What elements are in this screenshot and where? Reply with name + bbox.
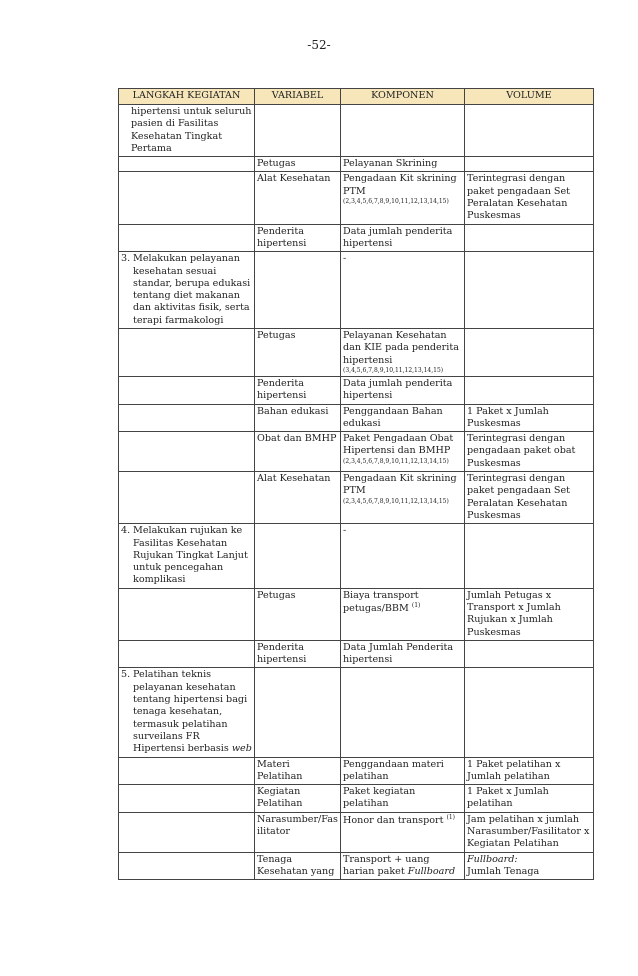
- table-row: [119, 172, 594, 224]
- volume-cell: [465, 640, 594, 668]
- table-row: [119, 812, 594, 852]
- variabel-cell: [255, 252, 341, 329]
- header-langkah-kegiatan: LANGKAH KEGIATAN: [119, 89, 255, 105]
- komponen-text: Transport + uang harian paket: [343, 853, 430, 877]
- komponen-text: Biaya transport petugas/BBM: [343, 589, 419, 615]
- step-text: Pelatihan teknis pelayanan kesehatan tentang hipertensi bagi tenaga kesehatan, termasuk pelatihan surveilans FR Hipertensi berbasis: [133, 669, 248, 755]
- step-cell: hipertensi untuk seluruh pasien di Fasilitas Kesehatan Tingkat Pertama: [119, 105, 255, 157]
- variabel-cell: Alat Kesehatan: [255, 172, 341, 224]
- table-row: [119, 757, 594, 785]
- step-cell: [119, 472, 255, 524]
- variabel-cell: [255, 524, 341, 588]
- volume-cell: [465, 524, 594, 588]
- variabel-cell: Bahan edukasi: [255, 404, 341, 432]
- volume-cell: [465, 224, 594, 252]
- table-row: [119, 224, 594, 252]
- step-cell: [119, 432, 255, 472]
- step-cell: [119, 588, 255, 640]
- komponen-text: Pengadaan Kit skrining PTM: [343, 473, 457, 497]
- table-row: [119, 105, 594, 157]
- variabel-cell: Obat dan BMHP: [255, 432, 341, 472]
- volume-cell: 1 Paket pelatihan x Jumlah pelatihan: [465, 757, 594, 785]
- komponen-cell: [341, 329, 465, 377]
- table-row: [119, 640, 594, 668]
- volume-cell: [465, 252, 594, 329]
- variabel-cell: Penderita hipertensi: [255, 224, 341, 252]
- variabel-cell: Petugas: [255, 157, 341, 172]
- komponen-text: Honor dan transport: [343, 814, 444, 826]
- activity-table: [118, 88, 594, 880]
- variabel-cell: Alat Kesehatan: [255, 472, 341, 524]
- volume-cell: [465, 376, 594, 404]
- volume-cell: Terintegrasi dengan paket pengadaan Set Peralatan Kesehatan Puskesmas: [465, 172, 594, 224]
- komponen-text: Pengadaan Kit skrining PTM: [343, 173, 457, 197]
- komponen-cell: Paket kegiatan pelatihan: [341, 785, 465, 813]
- komponen-cell: Data Jumlah Penderita hipertensi: [341, 640, 465, 668]
- komponen-cell: -: [341, 524, 465, 588]
- header-volume: VOLUME: [465, 89, 594, 105]
- komponen-cell: Penggandaan materi pelatihan: [341, 757, 465, 785]
- step-cell: [119, 640, 255, 668]
- komponen-text: Paket Pengadaan Obat Hipertensi dan BMHP: [343, 433, 454, 457]
- variabel-cell: [255, 668, 341, 757]
- volume-cell: Jumlah Petugas x Transport x Jumlah Rujukan x Jumlah Puskesmas: [465, 588, 594, 640]
- step-number: 4.: [121, 525, 131, 537]
- komponen-reference: (2,3,4,5,6,7,8,9,10,11,12,13,14,15): [343, 497, 449, 505]
- volume-text: Jumlah Tenaga: [467, 865, 540, 877]
- komponen-cell: [341, 172, 465, 224]
- volume-cell: 1 Paket x Jumlah pelatihan: [465, 785, 594, 813]
- step-text: Melakukan pelayanan kesehatan sesuai standar, berupa edukasi tentang diet makanan dan aktivitas fisik, serta terapi farmakologi: [133, 253, 251, 326]
- variabel-cell: Penderita hipertensi: [255, 640, 341, 668]
- variabel-cell: Petugas: [255, 588, 341, 640]
- variabel-cell: Penderita hipertensi: [255, 376, 341, 404]
- step-number: 5.: [121, 669, 131, 681]
- step-cell: [119, 172, 255, 224]
- step-cell: [119, 668, 255, 757]
- table-row: [119, 785, 594, 813]
- komponen-reference: (2,3,4,5,6,7,8,9,10,11,12,13,14,15): [343, 198, 449, 206]
- variabel-cell: Materi Pelatihan: [255, 757, 341, 785]
- step-text: Melakukan rujukan ke Fasilitas Kesehatan Rujukan Tingkat Lanjut untuk pencegahan komplikasi: [133, 525, 248, 586]
- komponen-cell: Pelayanan Skrining: [341, 157, 465, 172]
- table-row: [119, 252, 594, 329]
- komponen-cell: -: [341, 252, 465, 329]
- table-row: [119, 668, 594, 757]
- volume-cell: Terintegrasi dengan pengadaan paket obat Puskesmas: [465, 432, 594, 472]
- komponen-cell: [341, 432, 465, 472]
- step-cell: [119, 812, 255, 852]
- footnote-marker: (1): [411, 601, 421, 609]
- table-row: [119, 588, 594, 640]
- page-number: -52-: [307, 38, 331, 52]
- variabel-cell: [255, 105, 341, 157]
- komponen-cell: [341, 852, 465, 880]
- step-cell: [119, 157, 255, 172]
- komponen-cell: [341, 668, 465, 757]
- volume-cell: Terintegrasi dengan paket pengadaan Set Peralatan Kesehatan Puskesmas: [465, 472, 594, 524]
- step-cell: [119, 252, 255, 329]
- volume-cell: [465, 157, 594, 172]
- variabel-cell: Tenaga Kesehatan yang: [255, 852, 341, 880]
- komponen-cell: [341, 105, 465, 157]
- table-row: [119, 472, 594, 524]
- table-row: [119, 524, 594, 588]
- volume-cell: [465, 668, 594, 757]
- komponen-cell: Data jumlah penderita hipertensi: [341, 376, 465, 404]
- step-cell: [119, 785, 255, 813]
- header-komponen: KOMPONEN: [341, 89, 465, 105]
- step-cell: [119, 404, 255, 432]
- table-row: [119, 404, 594, 432]
- step-cell: [119, 524, 255, 588]
- komponen-cell: [341, 588, 465, 640]
- volume-cell: [465, 852, 594, 880]
- komponen-text: Pelayanan Kesehatan dan KIE pada penderita hipertensi: [343, 330, 459, 366]
- step-cell: [119, 376, 255, 404]
- komponen-reference: (2,3,4,5,6,7,8,9,10,11,12,13,14,15): [343, 457, 449, 465]
- volume-cell: [465, 329, 594, 377]
- variabel-cell: Kegiatan Pelatihan: [255, 785, 341, 813]
- table-row: [119, 157, 594, 172]
- volume-cell: [465, 105, 594, 157]
- step-cell: [119, 329, 255, 377]
- komponen-reference: (3,4,5,6,7,8,9,10,11,12,13,14,15): [343, 366, 444, 374]
- header-variabel: VARIABEL: [255, 89, 341, 105]
- komponen-cell: Data jumlah penderita hipertensi: [341, 224, 465, 252]
- variabel-cell: Narasumber/Fasilitator: [255, 812, 341, 852]
- komponen-cell: [341, 812, 465, 852]
- step-number: 3.: [121, 253, 131, 265]
- table-row: [119, 329, 594, 377]
- volume-cell: 1 Paket x Jumlah Puskesmas: [465, 404, 594, 432]
- variabel-cell: Petugas: [255, 329, 341, 377]
- volume-italic-text: Fullboard:: [467, 853, 518, 865]
- table-header-row: [119, 89, 594, 105]
- step-cell: [119, 757, 255, 785]
- volume-cell: Jam pelatihan x jumlah Narasumber/Fasilitator x Kegiatan Pelatihan: [465, 812, 594, 852]
- step-cell: [119, 852, 255, 880]
- step-cell: [119, 224, 255, 252]
- komponen-cell: [341, 472, 465, 524]
- step-italic-text: web: [231, 743, 252, 755]
- komponen-italic-text: Fullboard: [407, 865, 456, 877]
- table-row: [119, 376, 594, 404]
- footnote-marker: (1): [446, 813, 456, 821]
- komponen-cell: Penggandaan Bahan edukasi: [341, 404, 465, 432]
- table-row: [119, 432, 594, 472]
- table-row: [119, 852, 594, 880]
